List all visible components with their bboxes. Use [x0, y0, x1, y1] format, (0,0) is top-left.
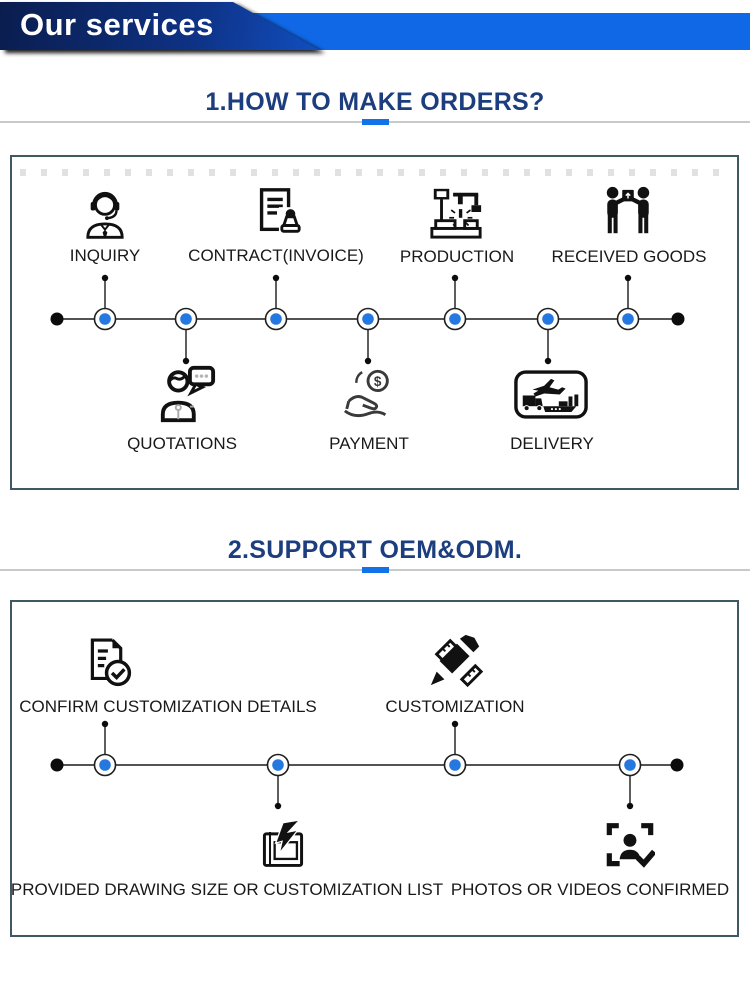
step-label-delivery: DELIVERY — [510, 434, 594, 453]
delivery-transport-icon — [513, 369, 589, 420]
section1-underline-accent — [362, 119, 389, 125]
step-label-contract: CONTRACT(INVOICE) — [188, 246, 364, 265]
step-label-confirm-details: CONFIRM CUSTOMIZATION DETAILS — [19, 697, 317, 716]
svg-text:$: $ — [373, 373, 382, 389]
photos-confirmed-icon — [605, 819, 655, 872]
step-label-customization: CUSTOMIZATION — [385, 697, 525, 716]
payment-hand-coin-icon — [341, 366, 397, 421]
page-title: Our services — [20, 7, 214, 42]
confirm-details-icon — [81, 635, 134, 689]
step-label-photos-confirmed: PHOTOS OR VIDEOS CONFIRMED — [450, 880, 730, 899]
step-label-received-goods: RECEIVED GOODS — [551, 247, 707, 266]
inquiry-headset-icon — [84, 183, 126, 240]
customization-pencil-icon — [427, 630, 485, 690]
step-label-payment: PAYMENT — [329, 434, 409, 453]
step-label-production: PRODUCTION — [399, 247, 515, 266]
step-label-inquiry: INQUIRY — [69, 246, 141, 265]
received-goods-icon — [599, 185, 657, 239]
section2-title: 2.SUPPORT OEM&ODM. — [227, 536, 523, 564]
production-machine-icon — [424, 184, 488, 240]
step-label-quotations: QUOTATIONS — [127, 434, 237, 453]
step-label-provided-drawing: PROVIDED DRAWING SIZE OR CUSTOMIZATION LIST — [10, 880, 444, 899]
section2-underline-accent — [362, 567, 389, 573]
contract-stamp-icon — [250, 185, 304, 239]
drawing-list-icon — [257, 817, 309, 873]
section1-title: 1.HOW TO MAKE ORDERS? — [205, 88, 545, 116]
quotations-chat-icon — [157, 363, 217, 425]
